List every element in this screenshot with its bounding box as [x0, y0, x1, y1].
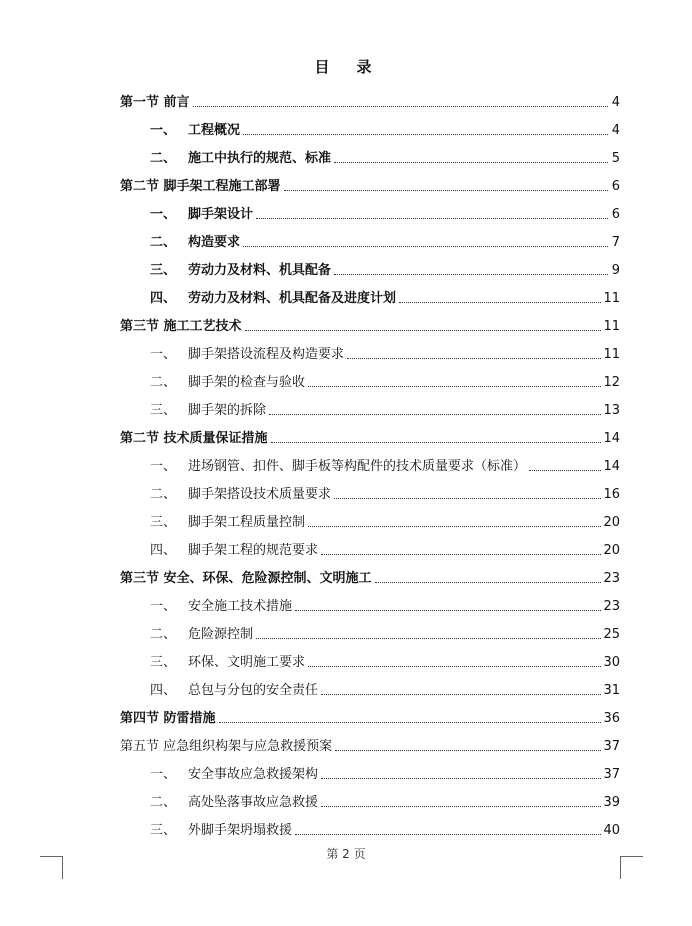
toc-entry-page: 5 [611, 151, 620, 166]
toc-entry-page: 20 [603, 515, 620, 530]
toc-entry-number: 二、 [150, 487, 177, 502]
dot-leader [321, 806, 601, 807]
toc-entry[interactable] [120, 418, 620, 446]
toc-entry-text: 环保、文明施工要求 [188, 655, 306, 670]
page-number: 第 2 页 [326, 847, 366, 861]
toc-entry-page: 36 [603, 711, 620, 726]
toc-entry-label [150, 763, 319, 782]
toc-entry-label [150, 399, 267, 418]
toc-entry-page: 12 [603, 375, 620, 390]
toc-entry-text: 脚手架工程的规范要求 [188, 543, 319, 558]
toc-entry-label [150, 819, 293, 838]
toc-entry-page: 37 [603, 739, 620, 754]
dot-leader [219, 722, 602, 723]
dot-leader [321, 554, 601, 555]
dot-leader [308, 526, 601, 527]
toc-entry-number: 二、 [150, 375, 177, 390]
toc-entry-label [150, 203, 254, 222]
toc-entry-text: 第一节 前言 [120, 95, 190, 110]
toc-entry-label [150, 343, 345, 362]
toc-entry-text: 脚手架的检查与验收 [188, 375, 306, 390]
toc-entry-number: 三、 [150, 403, 177, 418]
toc-entry-label [150, 595, 293, 614]
toc-entry-text: 脚手架搭设流程及构造要求 [188, 347, 345, 362]
toc-entry-page: 37 [603, 767, 620, 782]
toc-entry[interactable] [120, 642, 620, 670]
toc-entry-number: 二、 [150, 795, 177, 810]
toc-entry-label [150, 679, 319, 698]
toc-entry-page: 9 [611, 263, 620, 278]
toc-entry[interactable] [120, 194, 620, 222]
toc-entry-page: 23 [603, 571, 620, 586]
toc-entry-label [150, 623, 254, 642]
toc-entry-number: 一、 [150, 207, 177, 222]
toc-entry[interactable] [120, 278, 620, 306]
toc-entry-label [150, 231, 241, 250]
toc-entry[interactable] [120, 586, 620, 614]
toc-entry[interactable] [120, 782, 620, 810]
dot-leader [243, 134, 608, 135]
dot-leader [245, 330, 602, 331]
toc-entry[interactable] [120, 614, 620, 642]
toc-entry[interactable] [120, 138, 620, 166]
toc-entry-number: 四、 [150, 291, 177, 306]
dot-leader [271, 442, 602, 443]
toc-entry-page: 25 [603, 627, 620, 642]
toc-entry-text: 构造要求 [188, 235, 241, 250]
toc-entry-text: 脚手架的拆除 [188, 403, 267, 418]
toc-entry[interactable] [120, 502, 620, 530]
dot-leader [308, 666, 601, 667]
dot-leader [334, 498, 601, 499]
toc-entry-number: 三、 [150, 823, 177, 838]
dot-leader [335, 750, 601, 751]
toc-entry-number: 一、 [150, 599, 177, 614]
dot-leader [375, 582, 602, 583]
toc-entry-label [150, 371, 306, 390]
crop-mark-right [620, 856, 643, 879]
dot-leader [243, 246, 608, 247]
toc-entry-text: 劳动力及材料、机具配备 [188, 263, 332, 278]
toc-entry-page: 31 [603, 683, 620, 698]
toc-entry[interactable] [120, 110, 620, 138]
toc-entry-text: 第二节 脚手架工程施工部署 [120, 179, 281, 194]
dot-leader [295, 834, 601, 835]
toc-entry[interactable] [120, 698, 620, 726]
toc-entry[interactable] [120, 810, 620, 838]
toc-entry-label [120, 735, 333, 754]
toc-entry-number: 二、 [150, 151, 177, 166]
toc-entry-text: 高处坠落事故应急救援 [188, 795, 319, 810]
dot-leader [308, 386, 601, 387]
toc-entry-page: 4 [611, 123, 620, 138]
toc-entry[interactable] [120, 726, 620, 754]
dot-leader [347, 358, 601, 359]
toc-entry-text: 安全事故应急救援架构 [188, 767, 319, 782]
toc-entry-page: 20 [603, 543, 620, 558]
toc-entry-label [120, 315, 243, 334]
toc-entry-text: 脚手架搭设技术质量要求 [188, 487, 332, 502]
toc-entry-label [150, 483, 332, 502]
toc-entry[interactable] [120, 82, 620, 110]
toc-title: 目 录 [314, 58, 378, 76]
toc-entry-page: 13 [603, 403, 620, 418]
toc-entry-label [150, 287, 397, 306]
toc-entry-number: 三、 [150, 515, 177, 530]
dot-leader [321, 778, 601, 779]
dot-leader [269, 414, 601, 415]
toc-entry-page: 30 [603, 655, 620, 670]
toc-entry-text: 脚手架工程质量控制 [188, 515, 306, 530]
toc-entry-label [120, 567, 373, 586]
toc-entry-number: 四、 [150, 543, 177, 558]
toc-entry-page: 4 [611, 95, 620, 110]
toc-entry-page: 11 [603, 347, 620, 362]
toc-entry-label [150, 455, 527, 474]
toc-entry-number: 一、 [150, 459, 177, 474]
toc-entry[interactable] [120, 166, 620, 194]
toc-entry-text: 第四节 防雷措施 [120, 711, 216, 726]
dot-leader [256, 218, 608, 219]
toc-entry-text: 第三节 安全、环保、危险源控制、文明施工 [120, 571, 372, 586]
dot-leader [284, 190, 608, 191]
toc-entry-text: 危险源控制 [188, 627, 254, 642]
toc-entry-text: 总包与分包的安全责任 [188, 683, 319, 698]
dot-leader [193, 106, 608, 107]
toc-entry[interactable] [120, 446, 620, 474]
toc-entry-label [150, 651, 306, 670]
crop-mark-left [40, 856, 63, 879]
toc-entry[interactable] [120, 474, 620, 502]
toc-entry-label [120, 707, 217, 726]
toc-entry-page: 11 [603, 291, 620, 306]
toc-entry-number: 三、 [150, 263, 177, 278]
toc-entry-label [150, 539, 319, 558]
toc-entry-label [150, 791, 319, 810]
toc-entry-label [120, 427, 269, 446]
toc-entry-page: 11 [603, 319, 620, 334]
dot-leader [256, 638, 601, 639]
toc-entry-label [150, 119, 241, 138]
toc-entry[interactable] [120, 754, 620, 782]
toc-entry[interactable] [120, 530, 620, 558]
toc-entry-text: 安全施工技术措施 [188, 599, 293, 614]
toc-entry-text: 第三节 施工工艺技术 [120, 319, 242, 334]
toc-entry[interactable] [120, 306, 620, 334]
toc-entry[interactable] [120, 558, 620, 586]
toc-entry-number: 二、 [150, 627, 177, 642]
toc-entry-text: 第五节 应急组织构架与应急救援预案 [120, 739, 333, 754]
toc-entry-number: 一、 [150, 347, 177, 362]
toc-entry[interactable] [120, 362, 620, 390]
toc-entry-text: 劳动力及材料、机具配备及进度计划 [188, 291, 397, 306]
dot-leader [529, 470, 601, 471]
toc-entry[interactable] [120, 390, 620, 418]
toc-entry-label [150, 511, 306, 530]
toc-entry[interactable] [120, 222, 620, 250]
dot-leader [321, 694, 601, 695]
toc-entry-text: 脚手架设计 [188, 207, 254, 222]
toc-entry-text: 外脚手架坍塌救援 [188, 823, 293, 838]
toc-entry-number: 三、 [150, 655, 177, 670]
toc-entry-number: 二、 [150, 235, 177, 250]
dot-leader [334, 274, 608, 275]
toc-entry-text: 进场钢管、扣件、脚手板等构配件的技术质量要求（标准） [188, 459, 527, 474]
dot-leader [399, 302, 601, 303]
toc-entry-page: 7 [611, 235, 620, 250]
toc-entry-text: 工程概况 [188, 123, 241, 138]
toc-entry-text: 施工中执行的规范、标准 [188, 151, 332, 166]
toc-entry-number: 一、 [150, 123, 177, 138]
toc-entry[interactable] [120, 334, 620, 362]
toc-entry-page: 40 [603, 823, 620, 838]
toc-entry[interactable] [120, 250, 620, 278]
toc-entry-label [120, 175, 282, 194]
toc-entry-text: 第二节 技术质量保证措施 [120, 431, 268, 446]
toc-entry-page: 6 [611, 207, 620, 222]
toc-entry-page: 39 [603, 795, 620, 810]
toc-entry-label [120, 91, 191, 110]
toc-entry[interactable] [120, 670, 620, 698]
toc-entry-label [150, 259, 332, 278]
toc-entry-label [150, 147, 332, 166]
toc-entry-page: 14 [603, 459, 620, 474]
toc-entry-number: 一、 [150, 767, 177, 782]
dot-leader [295, 610, 601, 611]
table-of-contents [120, 82, 620, 838]
toc-entry-page: 14 [603, 431, 620, 446]
toc-entry-page: 6 [611, 179, 620, 194]
toc-entry-number: 四、 [150, 683, 177, 698]
toc-entry-page: 16 [603, 487, 620, 502]
dot-leader [334, 162, 608, 163]
toc-entry-page: 23 [603, 599, 620, 614]
